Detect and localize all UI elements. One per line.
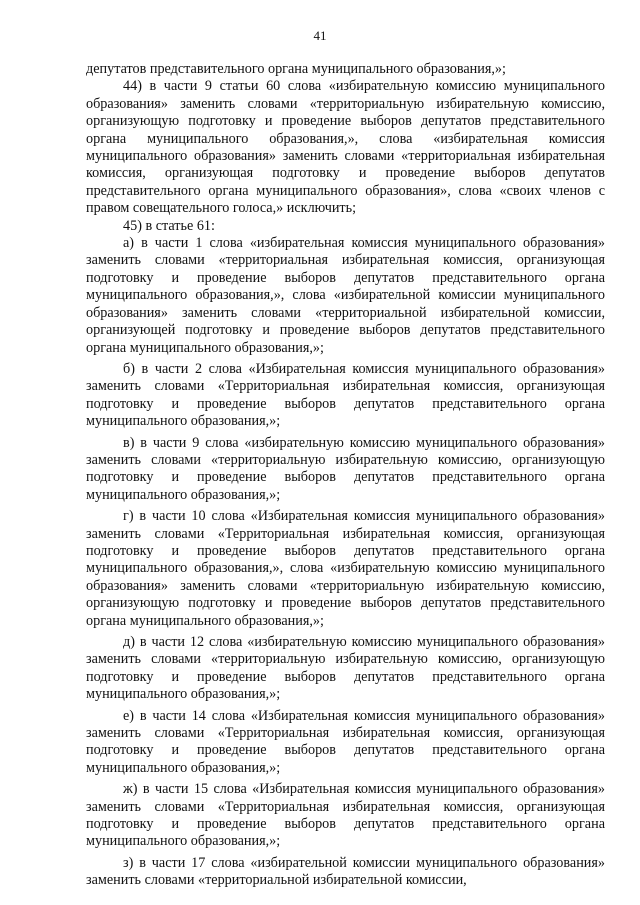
paragraph-subitem-z: з) в части 17 слова «избирательной комиссии муниципального образования» заменить словами «территориальной избирательной комиссии, bbox=[86, 854, 605, 889]
paragraph-subitem-a: а) в части 1 слова «избирательная комиссия муниципального образования» заменить словами «территориальная избирательная комиссия, организующая подготовку и проведение выборов депутатов представительного органа муниципального образования,», слова «избирательной комиссии муниципального образования» заменить словами «территориальной избирательной комиссии, организующей подготовку и проведение выборов депутатов представительного органа муниципального образования,»; bbox=[86, 235, 605, 356]
paragraph-subitem-e: е) в части 14 слова «Избирательная комиссия муниципального образования» заменить словами «Территориальная избирательная комиссия, организующая подготовку и проведение выборов депутатов представительного органа муниципального образования,»; bbox=[86, 707, 605, 776]
paragraph-subitem-v: в) в части 9 слова «избирательную комиссию муниципального образования» заменить словами «территориальную избирательную комиссию, организующую подготовку и проведение выборов депутатов представительного органа муниципального образования,»; bbox=[86, 434, 605, 503]
paragraph-subitem-d: д) в части 12 слова «избирательную комиссию муниципального образования» заменить словами «территориальную избирательную комиссию, организующую подготовку и проведение выборов депутатов представительного органа муниципального образования,»; bbox=[86, 634, 605, 703]
paragraph-subitem-zh: ж) в части 15 слова «Избирательная комиссия муниципального образования» заменить словами «Территориальная избирательная комиссия, организующая подготовку и проведение выборов депутатов представительного органа муниципального образования,»; bbox=[86, 781, 605, 850]
paragraph-subitem-g: г) в части 10 слова «Избирательная комиссия муниципального образования» заменить словами «Территориальная избирательная комиссия, организующая подготовку и проведение выборов депутатов представительного органа муниципального образования,», слова «избирательную комиссию муниципального образования» заменить словами «территориальную избирательную комиссию, организующую подготовку и проведение выборов депутатов представительного органа муниципального образования,»; bbox=[86, 508, 605, 629]
paragraph-subitem-b: б) в части 2 слова «Избирательная комиссия муниципального образования» заменить словами «Территориальная избирательная комиссия, организующая подготовку и проведение выборов депутатов представительного органа муниципального образования,»; bbox=[86, 360, 605, 430]
document-body bbox=[86, 61, 605, 890]
page-number: 41 bbox=[313, 28, 327, 43]
paragraph-item-45: 45) в статье 61: bbox=[123, 217, 215, 234]
paragraph-continuation: депутатов представительного органа муниципального образования,»; bbox=[86, 61, 506, 77]
paragraph-item-44: 44) в части 9 статьи 60 слова «избирательную комиссию муниципального образования» заменить словами «территориальную избирательную комиссию, организующую подготовку и проведение выборов депутатов представительного органа муниципального образования,», слова «избирательная комиссия муниципального образования» заменить словами «территориальная избирательная комиссия, организующая подготовку и проведение выборов депутатов представительного органа муниципального образования», слова «своих членов с правом совещательного голоса,» исключить; bbox=[86, 78, 605, 217]
